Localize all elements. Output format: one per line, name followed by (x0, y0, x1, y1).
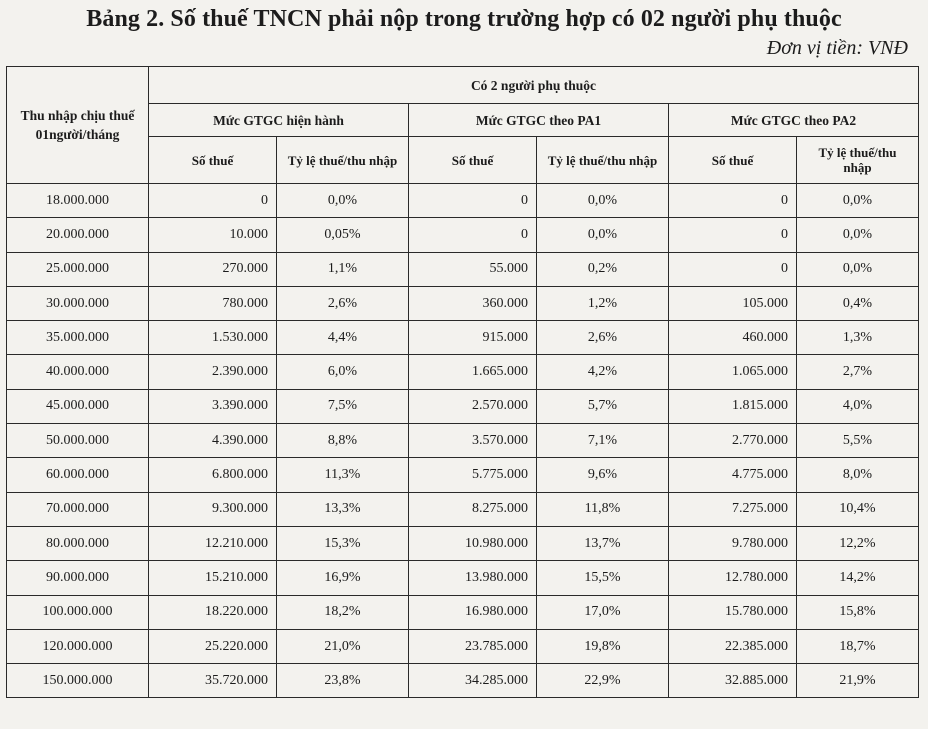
pa1-rate-cell: 2,6% (537, 321, 669, 355)
current-rate-cell: 13,3% (277, 492, 409, 526)
pa2-tax-cell: 0 (669, 218, 797, 252)
income-cell: 90.000.000 (7, 561, 149, 595)
current-rate-cell: 18,2% (277, 595, 409, 629)
pa2-tax-cell: 105.000 (669, 286, 797, 320)
pa1-rate-cell: 19,8% (537, 629, 669, 663)
current-rate-cell: 15,3% (277, 526, 409, 560)
table-row (7, 664, 919, 698)
pa2-tax-cell: 7.275.000 (669, 492, 797, 526)
pa1-rate-cell: 7,1% (537, 424, 669, 458)
pa2-tax-cell: 1.815.000 (669, 389, 797, 423)
income-cell: 150.000.000 (7, 664, 149, 698)
income-cell: 50.000.000 (7, 424, 149, 458)
table-row (7, 526, 919, 560)
pa1-tax-cell: 8.275.000 (409, 492, 537, 526)
pa2-rate-cell: 0,0% (797, 184, 919, 218)
current-rate-cell: 16,9% (277, 561, 409, 595)
current-tax-cell: 780.000 (149, 286, 277, 320)
pa2-tax-cell: 22.385.000 (669, 629, 797, 663)
income-cell: 100.000.000 (7, 595, 149, 629)
pa1-tax-cell: 3.570.000 (409, 424, 537, 458)
pa2-tax-cell: 460.000 (669, 321, 797, 355)
pa2-rate-cell: 0,4% (797, 286, 919, 320)
pa1-tax-cell: 34.285.000 (409, 664, 537, 698)
table-title: Bảng 2. Số thuế TNCN phải nộp trong trường hợp có 02 người phụ thuộc (86, 6, 842, 32)
current-tax-cell: 2.390.000 (149, 355, 277, 389)
income-column-header: Thu nhập chịu thuế 01người/tháng (7, 67, 149, 184)
current-rate-cell: 7,5% (277, 389, 409, 423)
pa2-rate-cell: 2,7% (797, 355, 919, 389)
current-rate-cell: 6,0% (277, 355, 409, 389)
table-row (7, 629, 919, 663)
current-tax-cell: 12.210.000 (149, 526, 277, 560)
pa2-tax-cell: 4.775.000 (669, 458, 797, 492)
pa1-tax-cell: 16.980.000 (409, 595, 537, 629)
pa1-tax-cell: 0 (409, 218, 537, 252)
income-cell: 18.000.000 (7, 184, 149, 218)
pa2-tax-cell: 12.780.000 (669, 561, 797, 595)
pa1-rate-cell: 17,0% (537, 595, 669, 629)
table-row (7, 321, 919, 355)
income-cell: 20.000.000 (7, 218, 149, 252)
pa2-rate-cell: 4,0% (797, 389, 919, 423)
rate-column-header: Tỷ lệ thuế/thu nhập (537, 137, 669, 184)
pa2-tax-cell: 1.065.000 (669, 355, 797, 389)
pa1-tax-cell: 13.980.000 (409, 561, 537, 595)
currency-unit-note: Đơn vị tiền: VNĐ (766, 37, 908, 59)
current-tax-cell: 25.220.000 (149, 629, 277, 663)
table-row (7, 218, 919, 252)
pa2-rate-cell: 8,0% (797, 458, 919, 492)
pa2-rate-cell: 5,5% (797, 424, 919, 458)
pa2-rate-cell: 12,2% (797, 526, 919, 560)
pa1-rate-cell: 0,0% (537, 184, 669, 218)
pa1-tax-cell: 10.980.000 (409, 526, 537, 560)
current-rate-cell: 0,05% (277, 218, 409, 252)
current-rate-cell: 23,8% (277, 664, 409, 698)
table-row (7, 252, 919, 286)
pa1-rate-cell: 4,2% (537, 355, 669, 389)
income-cell: 40.000.000 (7, 355, 149, 389)
table-row (7, 458, 919, 492)
tax-table (6, 66, 919, 698)
income-cell: 30.000.000 (7, 286, 149, 320)
pa2-rate-cell: 14,2% (797, 561, 919, 595)
pa1-rate-cell: 9,6% (537, 458, 669, 492)
tax-column-header: Số thuế (669, 137, 797, 184)
income-cell: 60.000.000 (7, 458, 149, 492)
pa2-rate-cell: 10,4% (797, 492, 919, 526)
pa1-tax-cell: 360.000 (409, 286, 537, 320)
pa1-rate-cell: 0,2% (537, 252, 669, 286)
current-rate-cell: 21,0% (277, 629, 409, 663)
pa1-rate-cell: 22,9% (537, 664, 669, 698)
pa1-rate-cell: 0,0% (537, 218, 669, 252)
table-row (7, 492, 919, 526)
pa2-tax-cell: 9.780.000 (669, 526, 797, 560)
pa1-tax-cell: 0 (409, 184, 537, 218)
current-rate-cell: 8,8% (277, 424, 409, 458)
pa1-rate-cell: 13,7% (537, 526, 669, 560)
current-rate-cell: 0,0% (277, 184, 409, 218)
current-tax-cell: 1.530.000 (149, 321, 277, 355)
income-cell: 70.000.000 (7, 492, 149, 526)
current-tax-cell: 9.300.000 (149, 492, 277, 526)
pa1-rate-cell: 15,5% (537, 561, 669, 595)
table-row (7, 286, 919, 320)
current-rate-cell: 2,6% (277, 286, 409, 320)
table-row (7, 595, 919, 629)
rate-column-header: Tỷ lệ thuế/thu nhập (277, 137, 409, 184)
income-cell: 45.000.000 (7, 389, 149, 423)
pa2-rate-cell: 15,8% (797, 595, 919, 629)
table-row (7, 424, 919, 458)
pa1-rate-cell: 5,7% (537, 389, 669, 423)
pa2-tax-cell: 2.770.000 (669, 424, 797, 458)
current-tax-cell: 0 (149, 184, 277, 218)
pa1-tax-cell: 23.785.000 (409, 629, 537, 663)
current-tax-cell: 15.210.000 (149, 561, 277, 595)
current-rate-cell: 1,1% (277, 252, 409, 286)
current-tax-cell: 270.000 (149, 252, 277, 286)
pa2-rate-cell: 1,3% (797, 321, 919, 355)
income-cell: 120.000.000 (7, 629, 149, 663)
current-tax-cell: 4.390.000 (149, 424, 277, 458)
pa1-rate-cell: 11,8% (537, 492, 669, 526)
tax-column-header: Số thuế (409, 137, 537, 184)
pa2-rate-cell: 18,7% (797, 629, 919, 663)
table-row (7, 389, 919, 423)
current-tax-cell: 3.390.000 (149, 389, 277, 423)
pa2-tax-cell: 32.885.000 (669, 664, 797, 698)
pa1-tax-cell: 5.775.000 (409, 458, 537, 492)
pa1-tax-cell: 55.000 (409, 252, 537, 286)
pa1-tax-cell: 915.000 (409, 321, 537, 355)
scenario-header-current: Mức GTGC hiện hành (149, 104, 409, 137)
current-tax-cell: 10.000 (149, 218, 277, 252)
current-tax-cell: 35.720.000 (149, 664, 277, 698)
income-cell: 35.000.000 (7, 321, 149, 355)
pa2-tax-cell: 15.780.000 (669, 595, 797, 629)
pa1-tax-cell: 1.665.000 (409, 355, 537, 389)
current-tax-cell: 6.800.000 (149, 458, 277, 492)
tax-column-header: Số thuế (149, 137, 277, 184)
current-rate-cell: 11,3% (277, 458, 409, 492)
income-cell: 80.000.000 (7, 526, 149, 560)
pa2-rate-cell: 21,9% (797, 664, 919, 698)
pa1-tax-cell: 2.570.000 (409, 389, 537, 423)
pa2-rate-cell: 0,0% (797, 252, 919, 286)
pa2-tax-cell: 0 (669, 184, 797, 218)
current-rate-cell: 4,4% (277, 321, 409, 355)
pa1-rate-cell: 1,2% (537, 286, 669, 320)
scenario-header-pa2: Mức GTGC theo PA2 (669, 104, 919, 137)
table-row (7, 184, 919, 218)
pa2-tax-cell: 0 (669, 252, 797, 286)
rate-column-header: Tỷ lệ thuế/thu nhập (797, 137, 919, 184)
scenario-header-pa1: Mức GTGC theo PA1 (409, 104, 669, 137)
table-row (7, 355, 919, 389)
dependents-group-header: Có 2 người phụ thuộc (149, 67, 919, 104)
current-tax-cell: 18.220.000 (149, 595, 277, 629)
table-body (7, 184, 919, 698)
pa2-rate-cell: 0,0% (797, 218, 919, 252)
table-row (7, 561, 919, 595)
income-cell: 25.000.000 (7, 252, 149, 286)
